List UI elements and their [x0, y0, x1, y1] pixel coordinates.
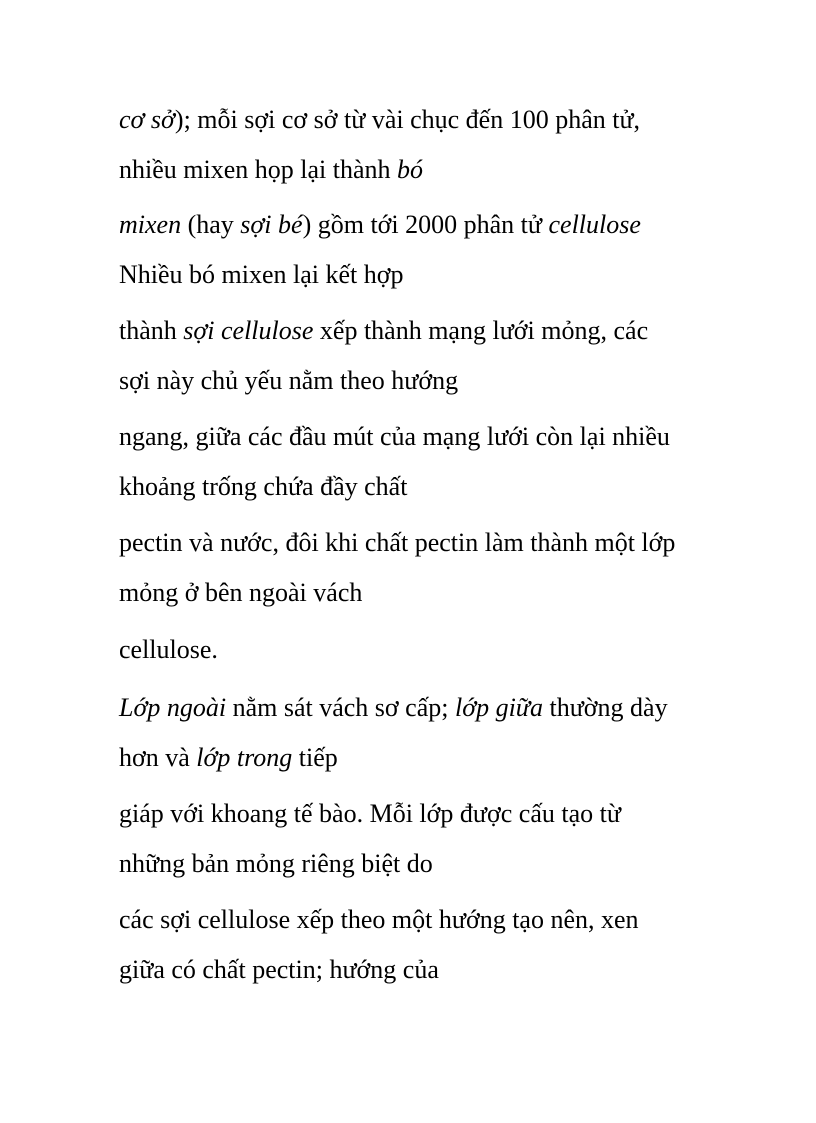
- italic-term: lớp trong: [196, 743, 293, 772]
- italic-term: lớp giữa: [454, 693, 543, 722]
- text-line: [119, 315, 648, 347]
- text-line: [119, 421, 670, 453]
- text-run: cellulose.: [119, 635, 218, 664]
- text-run: ngang, giữa các đầu mút của mạng lưới còn lại nhiều: [119, 422, 670, 451]
- text-line: [119, 742, 338, 774]
- text-run: các sợi cellulose xếp theo một hướng tạo nên, xen: [119, 905, 639, 934]
- text-run: thường dày: [542, 693, 668, 722]
- text-run: xếp thành mạng lưới mỏng, các: [313, 316, 649, 345]
- text-run: ); mỗi sợi cơ sở từ vài chục đến 100 phân tử,: [174, 105, 641, 134]
- text-run: nhiều mixen họp lại thành: [119, 155, 398, 184]
- text-line: [119, 104, 640, 136]
- text-run: Nhiều bó mixen lại kết hợp: [119, 260, 404, 289]
- text-run: tiếp: [292, 743, 338, 772]
- text-run: hơn và: [119, 743, 197, 772]
- text-run: khoảng trống chứa đầy chất: [119, 472, 408, 501]
- text-run: nằm sát vách sơ cấp;: [226, 693, 455, 722]
- text-run: những bản mỏng riêng biệt do: [119, 849, 433, 878]
- text-run: giáp với khoang tế bào. Mỗi lớp được cấu tạo từ: [119, 799, 621, 828]
- text-line: [119, 798, 621, 830]
- text-line: [119, 634, 218, 666]
- italic-term: mixen: [119, 210, 182, 239]
- text-run: ) gồm tới 2000 phân tử: [302, 210, 549, 239]
- text-run: (hay: [181, 210, 241, 239]
- text-line: [119, 954, 439, 986]
- text-run: thành: [119, 316, 184, 345]
- text-line: [119, 692, 668, 724]
- text-line: [119, 365, 458, 397]
- text-line: [119, 848, 433, 880]
- text-line: [119, 527, 675, 559]
- italic-term: cơ sở: [119, 105, 175, 134]
- text-line: [119, 209, 641, 241]
- text-line: [119, 259, 404, 291]
- text-run: pectin và nước, đôi khi chất pectin làm thành một lớp: [119, 528, 676, 557]
- text-line: [119, 904, 639, 936]
- text-line: [119, 577, 362, 609]
- italic-term: Lớp ngoài: [119, 693, 227, 722]
- italic-term: cellulose: [548, 210, 641, 239]
- text-line: [119, 471, 407, 503]
- italic-term: sợi cellulose: [183, 316, 314, 345]
- text-run: mỏng ở bên ngoài vách: [119, 578, 363, 607]
- italic-term: bó: [397, 155, 424, 184]
- italic-term: sợi bé: [240, 210, 303, 239]
- text-line: [119, 154, 423, 186]
- text-run: sợi này chủ yếu nằm theo hướng: [119, 366, 459, 395]
- text-run: giữa có chất pectin; hướng của: [119, 955, 439, 984]
